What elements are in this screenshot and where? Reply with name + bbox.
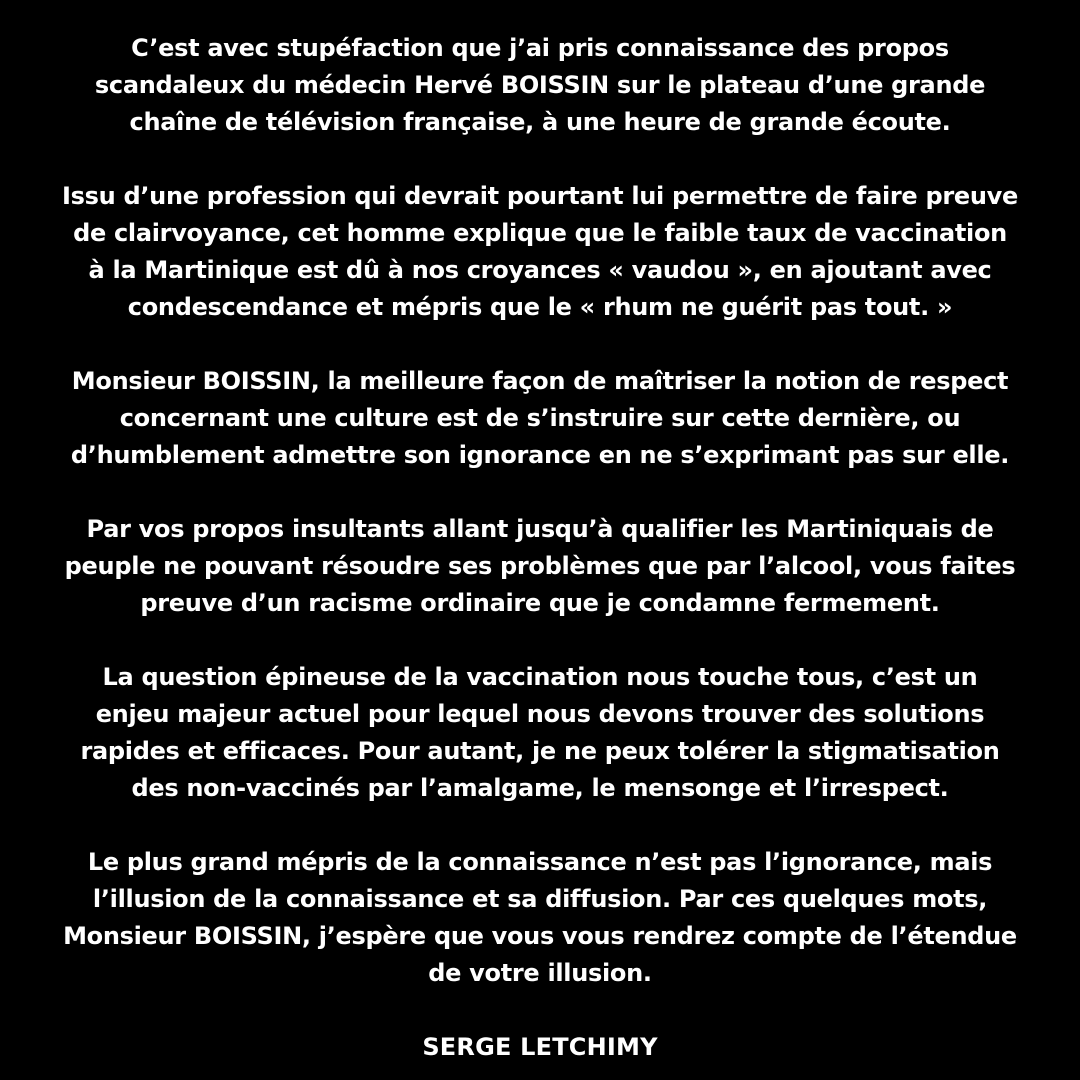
paragraph-line: La question épineuse de la vaccination nous touche tous, c’est un <box>102 663 978 691</box>
paragraph-line: d’humblement admettre son ignorance en ne s’exprimant pas sur elle. <box>70 441 1010 469</box>
paragraph-line: Monsieur BOISSIN, j’espère que vous vous rendrez compte de l’étendue <box>63 922 1017 950</box>
paragraph-5 <box>20 659 1060 807</box>
paragraph-line: l’illusion de la connaissance et sa diffusion. Par ces quelques mots, <box>92 885 988 913</box>
paragraph-line: chaîne de télévision française, à une heure de grande écoute. <box>129 108 951 136</box>
paragraph-line: condescendance et mépris que le « rhum ne guérit pas tout. » <box>127 293 953 321</box>
paragraph-line: scandaleux du médecin Hervé BOISSIN sur le plateau d’une grande <box>94 71 986 99</box>
paragraph-3 <box>20 363 1060 474</box>
paragraph-2 <box>20 178 1060 326</box>
paragraph-line: peuple ne pouvant résoudre ses problèmes que par l’alcool, vous faites <box>64 552 1016 580</box>
paragraph-1 <box>20 30 1060 141</box>
paragraph-line: des non-vaccinés par l’amalgame, le mensonge et l’irrespect. <box>131 774 949 802</box>
paragraph-line: C’est avec stupéfaction que j’ai pris connaissance des propos <box>131 34 949 62</box>
paragraph-line: de clairvoyance, cet homme explique que le faible taux de vaccination <box>73 219 1007 247</box>
paragraph-4 <box>20 511 1060 622</box>
paragraph-line: concernant une culture est de s’instruire sur cette dernière, ou <box>119 404 961 432</box>
paragraph-line: preuve d’un racisme ordinaire que je condamne fermement. <box>140 589 940 617</box>
paragraph-line: Par vos propos insultants allant jusqu’à qualifier les Martiniquais de <box>86 515 994 543</box>
paragraph-line: à la Martinique est dû à nos croyances « vaudou », en ajoutant avec <box>88 256 992 284</box>
paragraph-line: Monsieur BOISSIN, la meilleure façon de maîtriser la notion de respect <box>71 367 1009 395</box>
statement-body <box>20 30 1060 1066</box>
paragraph-line: de votre illusion. <box>428 959 652 987</box>
paragraph-line: enjeu majeur actuel pour lequel nous devons trouver des solutions <box>95 700 985 728</box>
paragraph-line: Issu d’une profession qui devrait pourtant lui permettre de faire preuve <box>62 182 1018 210</box>
paragraph-line: Le plus grand mépris de la connaissance n’est pas l’ignorance, mais <box>87 848 993 876</box>
signature: SERGE LETCHIMY <box>422 1033 658 1061</box>
paragraph-line: rapides et efficaces. Pour autant, je ne peux tolérer la stigmatisation <box>80 737 1000 765</box>
paragraph-6 <box>20 844 1060 992</box>
